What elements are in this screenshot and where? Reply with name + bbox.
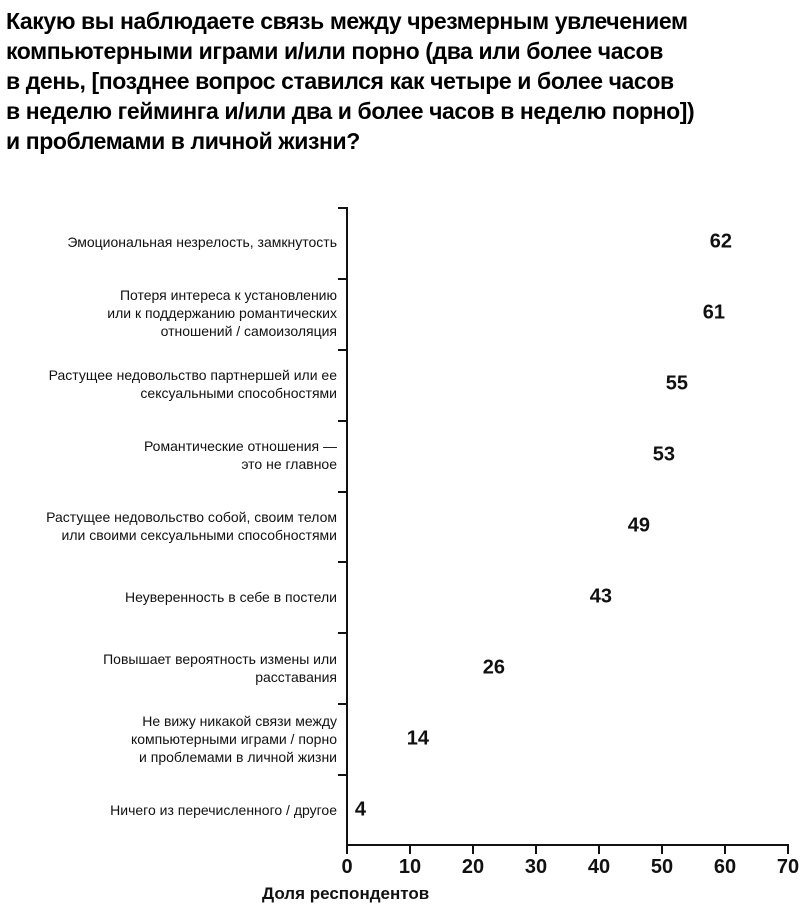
category-label-line: или своими сексуальными способностями xyxy=(61,527,337,543)
y-tick-mark xyxy=(338,632,346,634)
category-label xyxy=(103,650,337,686)
value-label: 4 xyxy=(354,798,366,821)
value-label: 49 xyxy=(627,514,650,537)
x-tick-mark xyxy=(535,845,537,854)
category-label xyxy=(125,588,337,606)
category-label xyxy=(110,801,337,819)
y-tick-mark xyxy=(338,349,346,351)
x-tick-label: 40 xyxy=(587,856,611,878)
y-axis-line xyxy=(346,207,348,846)
value-label: 62 xyxy=(709,230,732,253)
y-tick-mark xyxy=(338,207,346,209)
category-label-line: Эмоциональная незрелость, замкнутость xyxy=(67,234,337,250)
value-label: 61 xyxy=(702,301,725,324)
x-tick-label: 70 xyxy=(776,856,800,878)
category-label xyxy=(144,437,337,473)
y-tick-mark xyxy=(338,774,346,776)
category-label xyxy=(107,286,337,340)
chart-title-line: Какую вы наблюдаете связь между чрезмерным увлечением xyxy=(6,8,688,34)
x-tick-mark xyxy=(409,845,411,854)
category-label-line: расставания xyxy=(255,669,337,685)
category-label-line: Романтические отношения — xyxy=(143,438,337,454)
category-label-line: и проблемами в личной жизни xyxy=(139,749,337,765)
x-tick-mark xyxy=(346,845,348,854)
category-label-line: Ничего из перечисленного / другое xyxy=(110,802,337,818)
category-label xyxy=(46,508,337,544)
x-tick-mark xyxy=(787,845,789,854)
category-label xyxy=(131,712,337,766)
y-tick-mark xyxy=(338,491,346,493)
category-label-line: Растущее недовольство партнершей или ее xyxy=(48,367,337,383)
x-tick-mark xyxy=(724,845,726,854)
chart-title-line: в неделю гейминга и/или два и более часов в неделю порно]) xyxy=(6,98,695,124)
category-label-line: отношений / самоизоляция xyxy=(160,323,337,339)
category-label xyxy=(67,233,337,251)
category-label-line: Растущее недовольство собой, своим телом xyxy=(46,509,337,525)
chart-title-line: в день, [позднее вопрос ставился как четыре и более часов xyxy=(6,68,674,94)
category-label-line: Повышает вероятность измены или xyxy=(103,651,337,667)
y-tick-mark xyxy=(338,278,346,280)
x-tick-label: 60 xyxy=(713,856,737,878)
x-tick-mark xyxy=(661,845,663,854)
value-label: 43 xyxy=(589,585,612,608)
value-label: 53 xyxy=(652,443,675,466)
value-label: 14 xyxy=(406,727,429,750)
value-label: 26 xyxy=(482,656,505,679)
x-tick-label: 50 xyxy=(650,856,674,878)
x-tick-label: 30 xyxy=(524,856,548,878)
category-label-line: это не главное xyxy=(241,456,337,472)
category-label-line: сексуальными способностями xyxy=(140,385,337,401)
value-label: 55 xyxy=(665,372,688,395)
x-tick-label: 20 xyxy=(461,856,485,878)
category-label xyxy=(49,366,337,402)
y-tick-mark xyxy=(338,703,346,705)
chart-title xyxy=(6,6,694,156)
category-label-line: компьютерными играми / порно xyxy=(130,731,337,747)
x-axis-title: Доля респондентов xyxy=(262,884,430,903)
x-tick-mark xyxy=(472,845,474,854)
category-label-line: или к поддержанию романтических xyxy=(107,305,337,321)
chart-title-line: и проблемами в личной жизни? xyxy=(6,128,360,154)
x-tick-label: 10 xyxy=(398,856,422,878)
y-tick-mark xyxy=(338,561,346,563)
y-tick-mark xyxy=(338,420,346,422)
category-label-line: Не вижу никакой связи между xyxy=(142,713,337,729)
x-tick-label: 0 xyxy=(341,856,353,878)
category-label-line: Потеря интереса к установлению xyxy=(119,287,337,303)
x-tick-mark xyxy=(598,845,600,854)
category-label-line: Неуверенность в себе в постели xyxy=(125,589,337,605)
x-axis-line xyxy=(346,844,789,846)
chart-title-line: компьютерными играми и/или порно (два или более часов xyxy=(6,38,663,64)
